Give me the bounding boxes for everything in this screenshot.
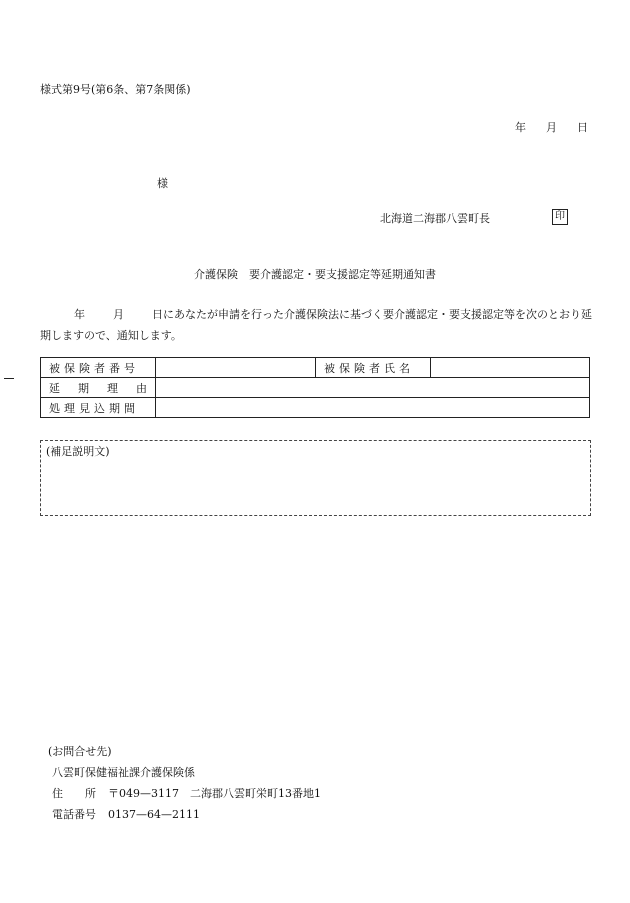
insured-number-label-text: 被保険者番号 [49,361,139,375]
insured-name-label-text: 被保険者氏名 [324,361,414,375]
contact-phone [48,804,321,825]
body-month: 月 [113,308,124,321]
document-title: 介護保険 要介護認定・要支援認定等延期通知書 [194,268,436,281]
seal-mark: 印 [552,209,568,225]
postpone-reason-char: 期 [78,381,89,395]
postpone-reason-field[interactable] [156,378,590,398]
table-row [41,358,590,378]
postpone-reason-char: 理 [107,381,118,395]
info-table [40,357,590,418]
note-box[interactable] [40,440,591,516]
insured-name-label [316,358,431,378]
body-paragraph [40,304,592,346]
postpone-reason-char: 延 [49,381,60,395]
expected-period-label [41,398,156,418]
expected-period-field[interactable] [156,398,590,418]
postpone-reason-char: 由 [136,381,147,395]
contact-address [48,783,321,804]
contact-heading: (お問合せ先) [48,745,112,758]
fold-mark [4,378,14,379]
phone-key: 電話番号 [52,808,96,821]
insured-name-field[interactable] [431,358,590,378]
phone-value: 0137—64—2111 [108,808,200,821]
date-year: 年 [515,121,526,134]
table-row [41,398,590,418]
issuer-name: 北海道二海郡八雲町長 [380,212,490,225]
insured-number-field[interactable] [156,358,316,378]
body-text [40,304,592,346]
body-year: 年 [74,308,85,321]
table-row [41,378,590,398]
addressee-honorific: 様 [157,177,168,190]
expected-period-label-text: 処理見込期間 [49,401,139,415]
insured-number-label [41,358,156,378]
note-label: (補足説明文) [46,445,110,458]
contact-info [48,741,321,825]
form-number: 様式第9号(第6条、第7条関係) [40,83,191,96]
contact-department: 八雲町保健福祉課介護保険係 [52,766,195,779]
date-day: 日 [577,121,588,134]
body-rest: 日にあなたが申請を行った介護保険法に基づく要介護認定・要支援認定等を次のとおり延期しますので、通知します。 [40,308,592,342]
address-value: 〒049—3117 二海郡八雲町栄町13番地1 [108,787,321,800]
postpone-reason-label [41,378,156,398]
date-month: 月 [546,121,557,134]
date-line [511,119,588,135]
address-key: 住 所 [52,787,96,800]
